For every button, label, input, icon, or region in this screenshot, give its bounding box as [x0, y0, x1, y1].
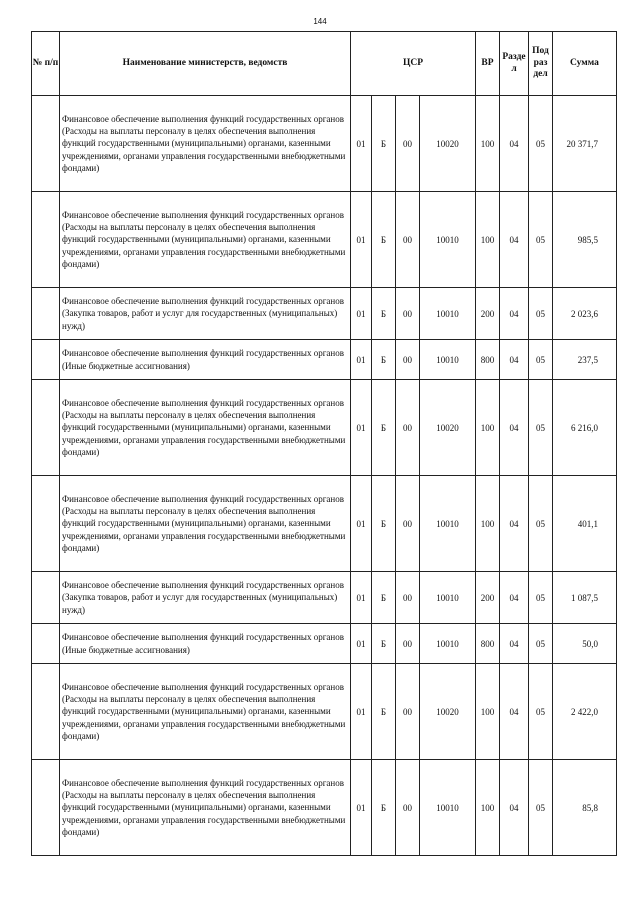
section-cell: 04 [500, 192, 529, 288]
sum-cell: 2 023,6 [553, 288, 617, 340]
vr-cell: 100 [476, 664, 500, 760]
vr-cell: 100 [476, 476, 500, 572]
row-num-cell [32, 624, 60, 664]
subsection-cell: 05 [529, 476, 553, 572]
header-num: № п/п [32, 32, 60, 96]
vr-cell: 800 [476, 624, 500, 664]
csr-direction-cell: 00 [396, 760, 420, 856]
csr-program-cell: 01 [351, 96, 372, 192]
row-name-cell: Финансовое обеспечение выполнения функций государственных органов (Расходы на выплаты персоналу в целях обеспечения выполнения функций государственными (муниципальными) органами, казенными учреждениями, органами управления государственными внебюджетными фондами) [60, 192, 351, 288]
row-num-cell [32, 96, 60, 192]
csr-code-cell: 10010 [420, 624, 476, 664]
csr-code-cell: 10020 [420, 96, 476, 192]
vr-cell: 800 [476, 340, 500, 380]
header-subsection: Под раз дел [529, 32, 553, 96]
header-csr: ЦСР [351, 32, 476, 96]
table-row [32, 760, 617, 856]
csr-code-cell: 10020 [420, 380, 476, 476]
csr-code-cell: 10010 [420, 572, 476, 624]
subsection-cell: 05 [529, 760, 553, 856]
row-name-cell: Финансовое обеспечение выполнения функций государственных органов (Закупка товаров, работ и услуг для государственных (муниципальных) нужд) [60, 288, 351, 340]
csr-code-cell: 10010 [420, 476, 476, 572]
subsection-cell: 05 [529, 572, 553, 624]
csr-program-cell: 01 [351, 380, 372, 476]
vr-cell: 100 [476, 760, 500, 856]
table-row [32, 380, 617, 476]
csr-code-cell: 10010 [420, 288, 476, 340]
csr-program-cell: 01 [351, 624, 372, 664]
vr-cell: 200 [476, 288, 500, 340]
table-row [32, 288, 617, 340]
sum-cell: 6 216,0 [553, 380, 617, 476]
csr-direction-cell: 00 [396, 288, 420, 340]
row-num-cell [32, 192, 60, 288]
csr-subprogram-cell: Б [372, 288, 396, 340]
csr-program-cell: 01 [351, 760, 372, 856]
section-cell: 04 [500, 664, 529, 760]
table-row [32, 340, 617, 380]
subsection-cell: 05 [529, 192, 553, 288]
page-number: 144 [313, 17, 327, 26]
csr-subprogram-cell: Б [372, 572, 396, 624]
row-name-cell: Финансовое обеспечение выполнения функций государственных органов (Расходы на выплаты персоналу в целях обеспечения выполнения функций государственными (муниципальными) органами, казенными учреждениями, органами управления государственными внебюджетными фондами) [60, 760, 351, 856]
sum-cell: 85,8 [553, 760, 617, 856]
row-name-cell: Финансовое обеспечение выполнения функций государственных органов (Расходы на выплаты персоналу в целях обеспечения выполнения функций государственными (муниципальными) органами, казенными учреждениями, органами управления государственными внебюджетными фондами) [60, 476, 351, 572]
row-num-cell [32, 340, 60, 380]
table-row [32, 572, 617, 624]
csr-program-cell: 01 [351, 664, 372, 760]
csr-direction-cell: 00 [396, 340, 420, 380]
csr-code-cell: 10010 [420, 192, 476, 288]
header-name: Наименование министерств, ведомств [60, 32, 351, 96]
row-num-cell [32, 476, 60, 572]
table-row [32, 192, 617, 288]
subsection-cell: 05 [529, 340, 553, 380]
row-name-cell: Финансовое обеспечение выполнения функций государственных органов (Иные бюджетные ассигнования) [60, 624, 351, 664]
csr-code-cell: 10010 [420, 760, 476, 856]
row-name-cell: Финансовое обеспечение выполнения функций государственных органов (Расходы на выплаты персоналу в целях обеспечения выполнения функций государственными (муниципальными) органами, казенными учреждениями, органами управления государственными внебюджетными фондами) [60, 664, 351, 760]
csr-direction-cell: 00 [396, 96, 420, 192]
subsection-cell: 05 [529, 624, 553, 664]
vr-cell: 200 [476, 572, 500, 624]
vr-cell: 100 [476, 96, 500, 192]
section-cell: 04 [500, 572, 529, 624]
header-sum: Сумма [553, 32, 617, 96]
csr-program-cell: 01 [351, 340, 372, 380]
sum-cell: 1 087,5 [553, 572, 617, 624]
section-cell: 04 [500, 624, 529, 664]
row-name-cell: Финансовое обеспечение выполнения функций государственных органов (Иные бюджетные ассигнования) [60, 340, 351, 380]
vr-cell: 100 [476, 380, 500, 476]
csr-direction-cell: 00 [396, 664, 420, 760]
csr-direction-cell: 00 [396, 192, 420, 288]
header-vr: ВР [476, 32, 500, 96]
csr-subprogram-cell: Б [372, 476, 396, 572]
section-cell: 04 [500, 380, 529, 476]
table-header-row [32, 32, 617, 96]
csr-code-cell: 10010 [420, 340, 476, 380]
row-num-cell [32, 572, 60, 624]
table-row [32, 624, 617, 664]
sum-cell: 50,0 [553, 624, 617, 664]
csr-direction-cell: 00 [396, 624, 420, 664]
csr-direction-cell: 00 [396, 380, 420, 476]
sum-cell: 985,5 [553, 192, 617, 288]
row-num-cell [32, 380, 60, 476]
subsection-cell: 05 [529, 380, 553, 476]
csr-code-cell: 10020 [420, 664, 476, 760]
row-num-cell [32, 760, 60, 856]
csr-program-cell: 01 [351, 288, 372, 340]
sum-cell: 401,1 [553, 476, 617, 572]
csr-direction-cell: 00 [396, 476, 420, 572]
section-cell: 04 [500, 96, 529, 192]
csr-program-cell: 01 [351, 192, 372, 288]
budget-table [31, 31, 617, 856]
csr-subprogram-cell: Б [372, 664, 396, 760]
table-row [32, 476, 617, 572]
subsection-cell: 05 [529, 664, 553, 760]
csr-program-cell: 01 [351, 572, 372, 624]
csr-subprogram-cell: Б [372, 340, 396, 380]
row-num-cell [32, 288, 60, 340]
sum-cell: 2 422,0 [553, 664, 617, 760]
header-section: Разде л [500, 32, 529, 96]
csr-direction-cell: 00 [396, 572, 420, 624]
table-row [32, 664, 617, 760]
sum-cell: 20 371,7 [553, 96, 617, 192]
subsection-cell: 05 [529, 288, 553, 340]
row-name-cell: Финансовое обеспечение выполнения функций государственных органов (Расходы на выплаты персоналу в целях обеспечения выполнения функций государственными (муниципальными) органами, казенными учреждениями, органами управления государственными внебюджетными фондами) [60, 96, 351, 192]
csr-subprogram-cell: Б [372, 192, 396, 288]
row-num-cell [32, 664, 60, 760]
row-name-cell: Финансовое обеспечение выполнения функций государственных органов (Закупка товаров, работ и услуг для государственных (муниципальных) нужд) [60, 572, 351, 624]
csr-subprogram-cell: Б [372, 760, 396, 856]
csr-subprogram-cell: Б [372, 624, 396, 664]
csr-program-cell: 01 [351, 476, 372, 572]
section-cell: 04 [500, 288, 529, 340]
sum-cell: 237,5 [553, 340, 617, 380]
section-cell: 04 [500, 760, 529, 856]
subsection-cell: 05 [529, 96, 553, 192]
csr-subprogram-cell: Б [372, 96, 396, 192]
csr-subprogram-cell: Б [372, 380, 396, 476]
table-row [32, 96, 617, 192]
row-name-cell: Финансовое обеспечение выполнения функций государственных органов (Расходы на выплаты персоналу в целях обеспечения выполнения функций государственными (муниципальными) органами, казенными учреждениями, органами управления государственными внебюджетными фондами) [60, 380, 351, 476]
section-cell: 04 [500, 476, 529, 572]
vr-cell: 100 [476, 192, 500, 288]
section-cell: 04 [500, 340, 529, 380]
